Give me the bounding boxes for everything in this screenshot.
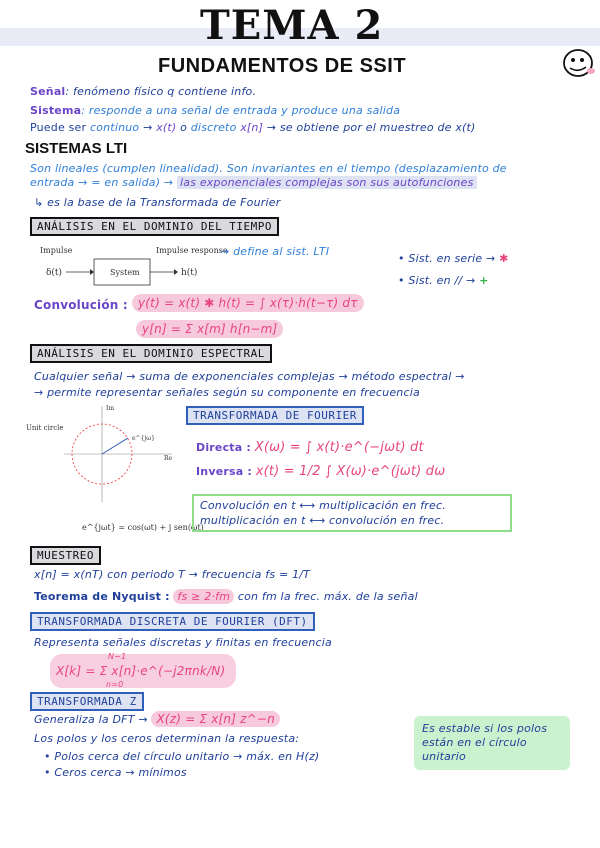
xn-text: x[n]	[240, 121, 264, 134]
euler-formula: e^{jωt} = cos(ωt) + j sen(ωt)	[82, 523, 204, 532]
svg-text:e^{jω}: e^{jω}	[132, 435, 155, 442]
convolution-note	[192, 494, 512, 532]
serie-symbol: ✱	[499, 252, 509, 265]
sistema-text: : responde a una señal de entrada y produce una salida	[81, 104, 401, 117]
directa-label: Directa :	[196, 441, 252, 454]
dft-heading: TRANSFORMADA DISCRETA DE FOURIER (DFT)	[30, 612, 315, 631]
svg-text:Re: Re	[164, 455, 173, 462]
z-line1	[34, 712, 280, 726]
dft-line1: Representa señales discretas y finitas en frecuencia	[34, 636, 333, 649]
impulse-diagram	[38, 243, 228, 293]
o-text: o	[180, 121, 188, 134]
nyquist-label: Teorema de Nyquist :	[34, 590, 170, 603]
paralelo-line	[398, 274, 489, 287]
page-title: TEMA 2	[200, 2, 384, 49]
espectral-line2: → permite representar señales según su componente en frecuencia	[34, 386, 420, 399]
conv-note-line1: Convolución en t ⟷ multiplicación en frec.	[200, 499, 446, 512]
fourier-heading: TRANSFORMADA DE FOURIER	[186, 406, 364, 425]
z-bullet1: • Polos cerca del círculo unitario → máx. en H(z)	[44, 750, 320, 763]
puede-line: Puede ser continuo → x(t) o discreto x[n] → se obtiene por el muestreo de x(t)	[30, 121, 476, 134]
impulse-label: Impulse	[40, 246, 73, 255]
discreto-text: discreto	[190, 121, 237, 134]
conv-discrete: y[n] = Σ x[m] h[n−m]	[136, 320, 283, 338]
inversa-formula: x(t) = 1/2 ∫ X(ω)·e^(jωt) dω	[255, 464, 446, 479]
directa-line	[196, 440, 424, 455]
lti-line2-a: entrada → = en salida) →	[30, 176, 174, 189]
nyquist-formula: fs ≥ 2·fm	[173, 589, 234, 604]
z-generaliza: Generaliza la DFT →	[34, 713, 148, 726]
define-text: → define al sist. LTI	[220, 245, 330, 258]
h-label: h(t)	[181, 268, 198, 278]
obtiene-text: se obtiene por el muestreo de x(t)	[279, 121, 476, 134]
directa-formula: X(ω) = ∫ x(t)·e^(−jωt) dt	[254, 440, 424, 455]
senal-text: : fenómeno físico q contiene info.	[65, 85, 257, 98]
page-subtitle: FUNDAMENTOS DE SSIT	[158, 55, 407, 77]
nyquist-text: con fm la frec. máx. de la señal	[237, 590, 418, 603]
dft-sum-bottom: n=0	[106, 680, 124, 689]
z-line2: Los polos y los ceros determinan la respuesta:	[34, 732, 300, 745]
espectral-line1: Cualquier señal → suma de exponenciales complejas → método espectral →	[34, 370, 465, 383]
sistema-line	[30, 104, 400, 117]
tiempo-heading: ANÁLISIS EN EL DOMINIO DEL TIEMPO	[30, 217, 279, 236]
doodle-icon	[560, 45, 598, 81]
senal-label: Señal	[30, 85, 66, 98]
paralelo-symbol: +	[479, 274, 489, 287]
lti-line2-b: las exponenciales complejas son sus autofunciones	[177, 176, 476, 189]
conv-continuous: y(t) = x(t) ✱ h(t) = ∫ x(τ)·h(t−τ) dτ	[132, 294, 364, 312]
serie-line	[398, 252, 509, 265]
paralelo-text: • Sist. en // →	[398, 274, 476, 287]
dft-formula: X[k] = Σ x[n]·e^(−j2πnk/N)	[56, 664, 226, 678]
conv-note-line2: multiplicación en t ⟷ convolución en frec.	[200, 514, 445, 527]
lti-line1: Son lineales (cumplen linealidad). Son invariantes en el tiempo (desplazamiento de	[30, 162, 507, 175]
unit-circle-label: Unit circle	[26, 424, 64, 432]
continuo-text: continuo	[89, 121, 140, 134]
z-stability-note	[414, 716, 570, 770]
inversa-label: Inversa :	[196, 465, 252, 478]
lti-line2	[30, 176, 477, 189]
unit-circle-diagram	[24, 402, 204, 542]
sistema-label: Sistema	[30, 104, 82, 117]
delta-label: δ(t)	[46, 268, 63, 278]
muestreo-heading: MUESTREO	[30, 546, 101, 565]
serie-text: • Sist. en serie →	[398, 252, 496, 265]
svg-text:Im: Im	[106, 405, 115, 412]
senal-line	[30, 85, 256, 98]
lti-line3: ↳ es la base de la Transformada de Fourier	[34, 196, 281, 209]
impulse-response-label: Impulse response	[156, 246, 228, 255]
z-formula: X(z) = Σ x[n] z^−n	[151, 711, 279, 727]
dft-sum-top: N−1	[108, 652, 127, 661]
xt-text: x(t)	[156, 121, 177, 134]
espectral-heading: ANÁLISIS EN EL DOMINIO ESPECTRAL	[30, 344, 272, 363]
z-bullet2: • Ceros cerca → mínimos	[44, 766, 187, 779]
muestreo-line1: x[n] = x(nT) con periodo T → frecuencia fs = 1/T	[34, 568, 311, 581]
lti-heading: SISTEMAS LTI	[25, 140, 128, 157]
conv-label: Convolución :	[34, 298, 128, 312]
nyquist-line	[34, 590, 418, 603]
inversa-line	[196, 464, 445, 479]
z-note-text: Es estable si los polos están en el círculo unitario	[422, 722, 548, 763]
system-label: System	[110, 268, 140, 277]
puede-text: Puede ser	[30, 121, 87, 134]
z-heading: TRANSFORMADA Z	[30, 692, 144, 711]
